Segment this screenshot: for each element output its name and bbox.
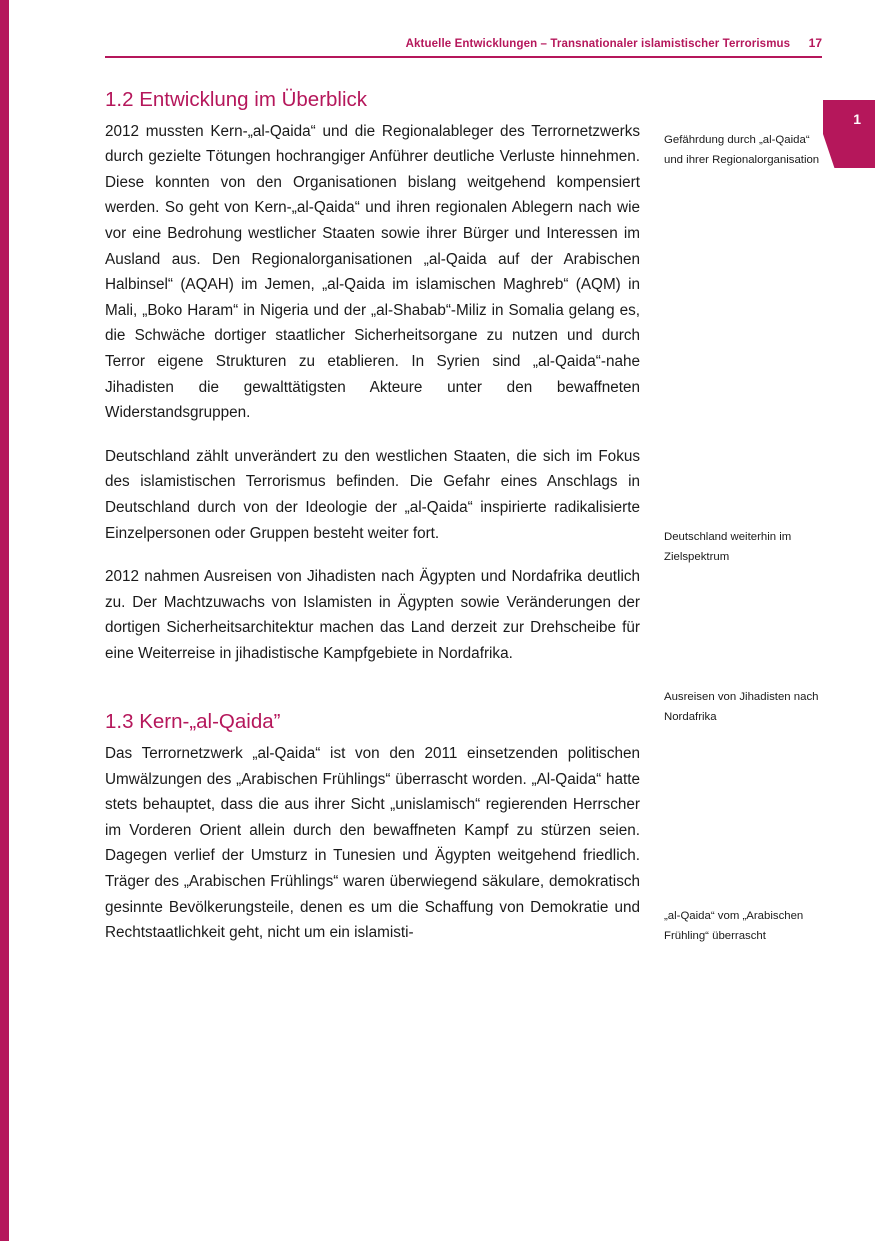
header-title: Aktuelle Entwicklungen – Transnationaler islamistischer Terrorismus bbox=[405, 38, 791, 50]
paragraph: Das Terrornetzwerk „al-Qaida“ ist von den 2011 einsetzenden politischen Umwälzungen des „Arabischen Frühlings“ überrascht worden. „Al-Qaida“ hatte stets behauptet, dass die aus ihrer Sicht „unislamisch“ regierenden Herrscher im Vorderen Orient allein durch den bewaffneten Kampf zu stürzen seien. Dagegen verlief der Umsturz in Tunesien und Ägypten weitgehend friedlich. Träger des „Arabischen Frühlings“ waren überwiegend säkulare, demokratisch gesinnte Bevölkerungsteile, denen es um die Schaffung von Demokratie und Rechtstaatlichkeit geht, nicht um ein islamisti- bbox=[105, 745, 640, 942]
header-page-number: 17 bbox=[808, 36, 822, 50]
header-rule bbox=[105, 56, 822, 58]
margin-note: „al-Qaida“ vom „Arabischen Frühling“ überrascht bbox=[664, 910, 804, 942]
left-accent-bar bbox=[0, 0, 9, 1241]
margin-note: Ausreisen von Jihadisten nach Nordafrika bbox=[664, 691, 819, 723]
paragraph: 2012 nahmen Ausreisen von Jihadisten nach Ägypten und Nordafrika deutlich zu. Der Machtzuwachs von Islamisten in Ägypten sowie Veränderungen der dortigen Sicherheitsarchitektur machen das Land derzeit zur Drehscheibe für eine Weiterreise in jihadistische Kampfgebiete in Nordafrika. bbox=[105, 568, 640, 662]
main-text-column bbox=[105, 88, 640, 946]
paragraph: 2012 mussten Kern-„al-Qaida“ und die Regionalableger des Terrornetzwerks durch gezielte Tötungen hochrangiger Anführer deutliche Verluste hinnehmen. Diese konnten von den Organisationen bislang weitgehend kompensiert werden. So geht von Kern-„al-Qaida“ und ihren regionalen Ablegern nach wie vor eine Bedrohung westlicher Staaten sowie ihrer Bürger und Interessen im Ausland aus. Den Regionalorganisationen „al-Qaida auf der Arabischen Halbinsel“ (AQAH) im Jemen, „al-Qaida im islamischen Maghreb“ (AQM) in Mali, „Boko Haram“ in Nigeria und der „al-Shabab“-Miliz in Somalia gelang es, die Schwäche dortiger staatlicher Sicherheitsorgane zu nutzen und durch Terror eigene Strukturen zu etablieren. In Syrien sind „al-Qaida“-nahe Jihadisten die gewalttätigsten Akteure unter den bewaffneten Widerstandsgruppen. bbox=[105, 122, 640, 422]
page-header bbox=[105, 34, 822, 52]
margin-note: Gefährdung durch „al-Qaida“ und ihrer Regionalorganisation bbox=[664, 134, 820, 166]
paragraph: Deutschland zählt unverändert zu den westlichen Staaten, die sich im Fokus des islamistischen Terrorismus befinden. Die Gefahr eines Anschlags in Deutschland durch von der Ideologie der „al-Qaida“ inspirierte radikalisierte Einzelpersonen oder Gruppen besteht weiter fort. bbox=[105, 447, 640, 542]
chapter-tab bbox=[823, 100, 875, 168]
section-heading-1-2: 1.2 Entwicklung im Überblick bbox=[105, 88, 368, 111]
chapter-tab-number: 1 bbox=[853, 111, 861, 127]
margin-note: Deutschland weiterhin im Zielspektrum bbox=[664, 531, 792, 563]
section-heading-1-3: 1.3 Kern-„al-Qaida” bbox=[105, 710, 281, 734]
